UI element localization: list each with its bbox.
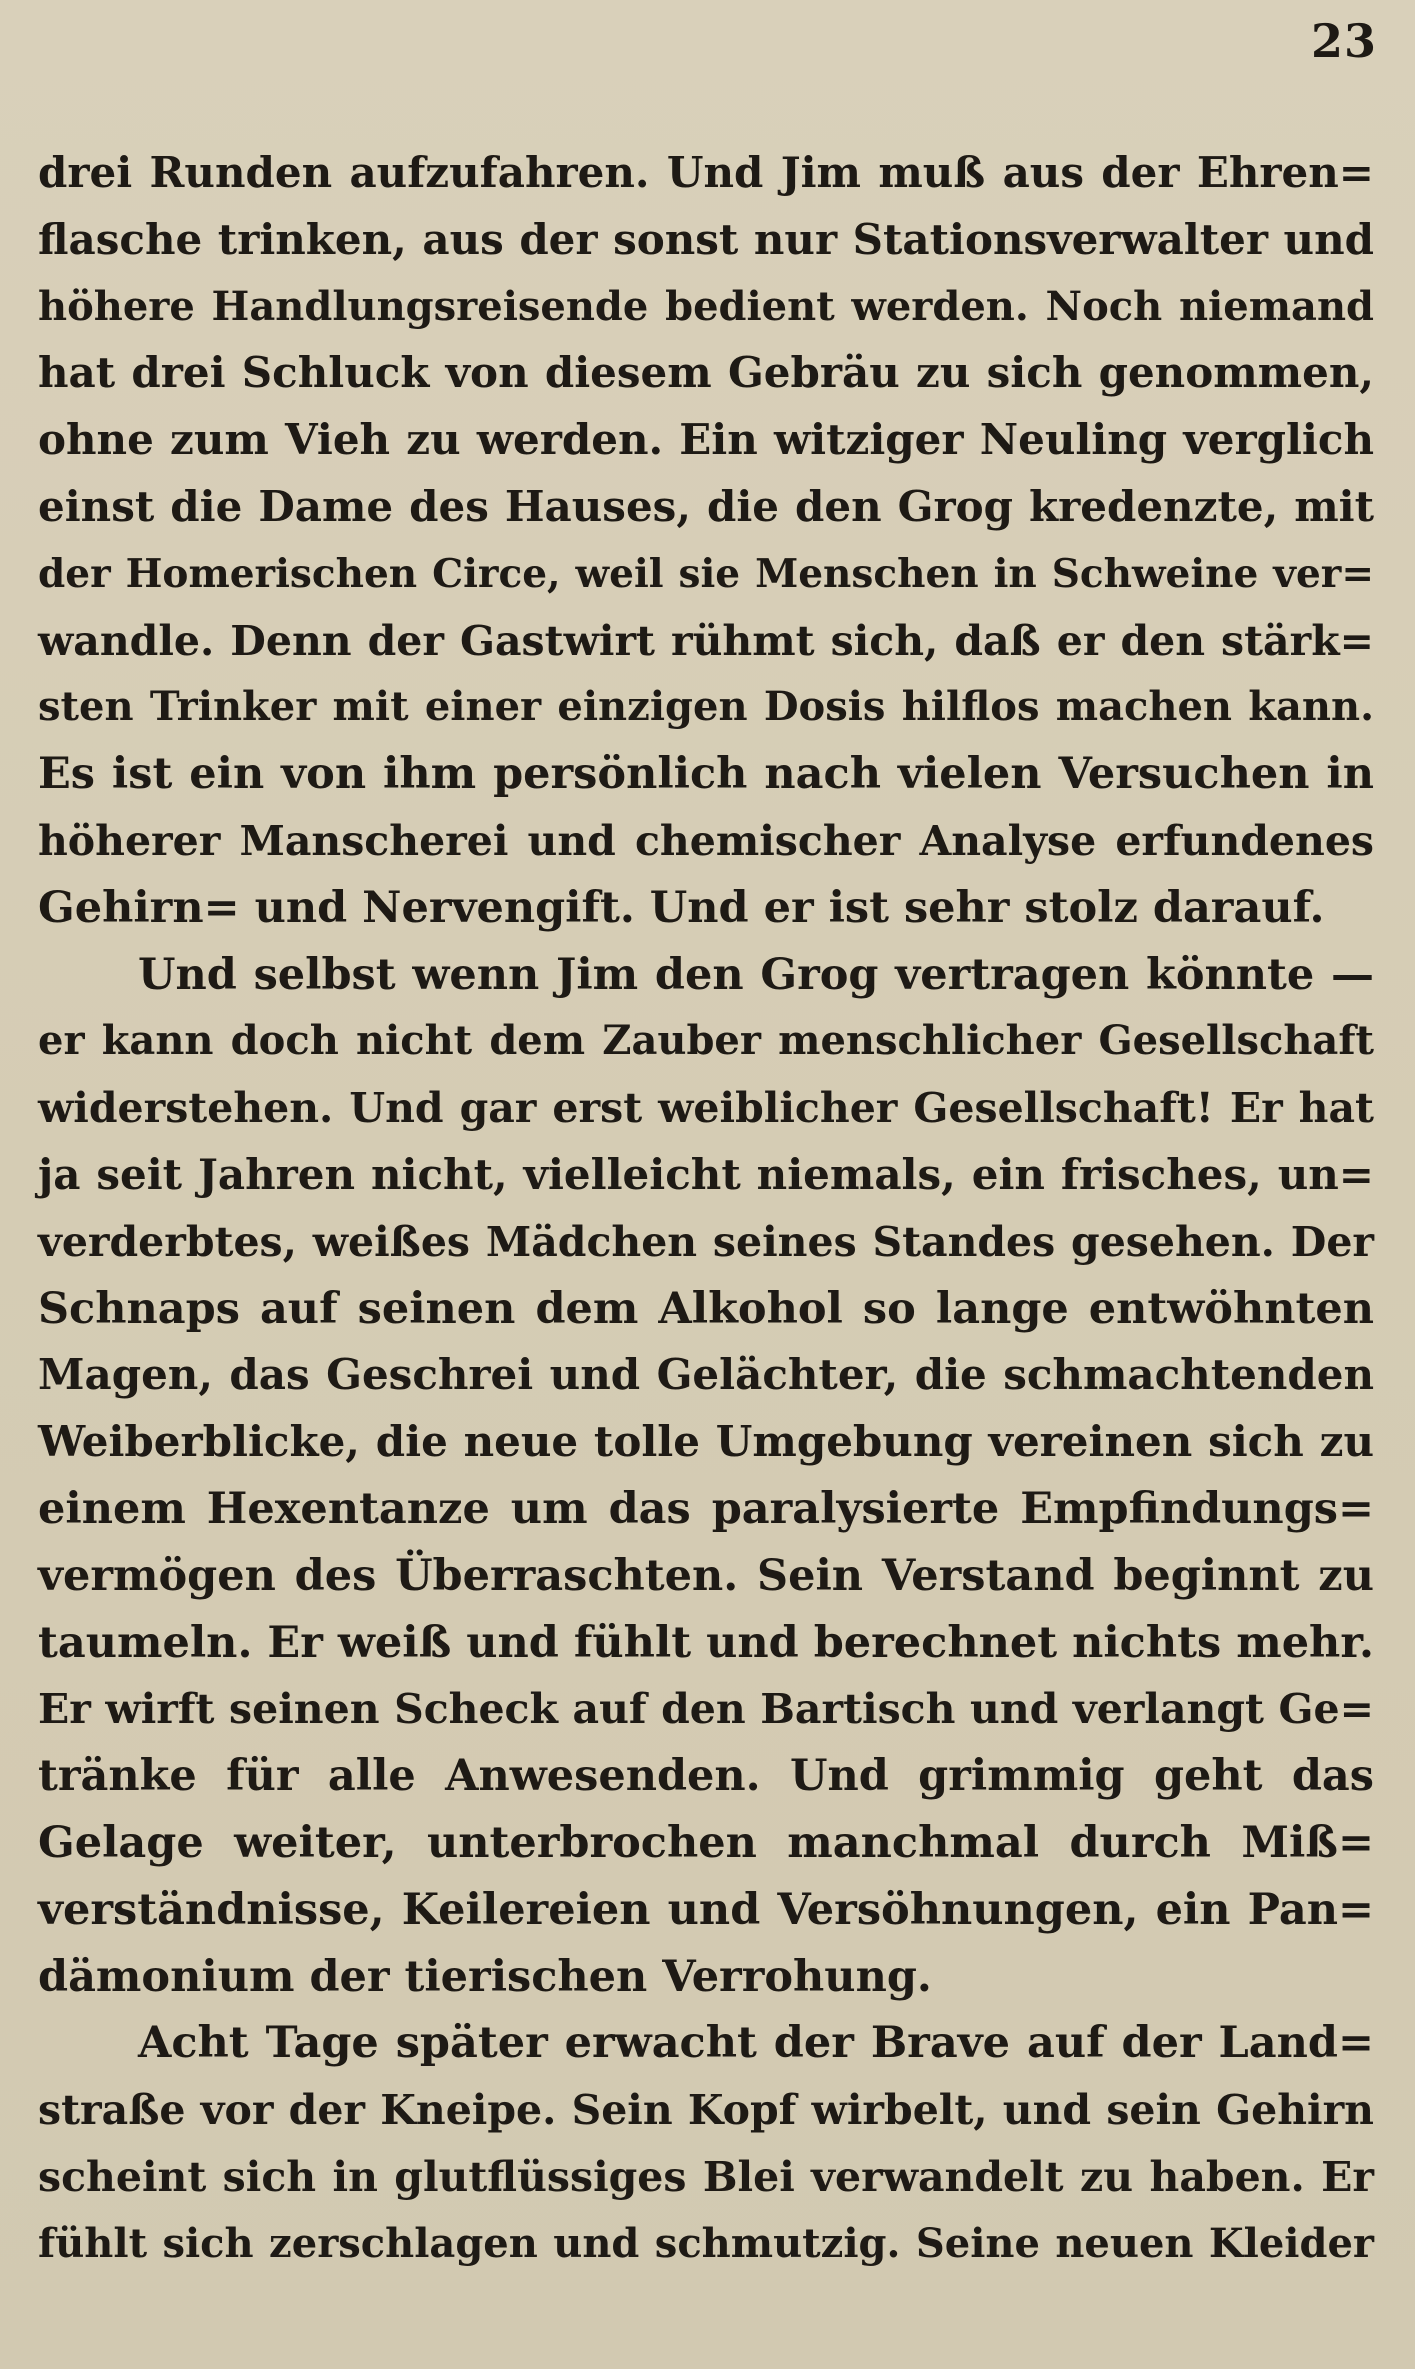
text-line: tränke für alle Anwesenden. Und grimmig geht das: [38, 1751, 1374, 1802]
text-line: sten Trinker mit einer einzigen Dosis hilflos machen kann.: [38, 683, 1374, 731]
text-line: er kann doch nicht dem Zauber menschlicher Gesellschaft: [38, 1017, 1374, 1065]
text-line: scheint sich in glutflüssiges Blei verwandelt zu haben. Er: [38, 2152, 1374, 2201]
text-line: einem Hexentanze um das paralysierte Empfindungs=: [38, 1483, 1374, 1534]
text-line: Gehirn= und Nervengift. Und er ist sehr stolz darauf.: [38, 882, 1325, 933]
text-line: wandle. Denn der Gastwirt rühmt sich, daß er den stärk=: [38, 616, 1374, 665]
text-line: Es ist ein von ihm persönlich nach vielen Versuchen in: [38, 749, 1374, 800]
text-line: Gelage weiter, unterbrochen manchmal durch Miß=: [38, 1817, 1374, 1868]
text-line: widerstehen. Und gar erst weiblicher Gesellschaft! Er hat: [38, 1084, 1374, 1133]
text-line: verderbtes, weißes Mädchen seines Standes gesehen. Der: [38, 1217, 1374, 1266]
page-number: 23: [1310, 14, 1377, 68]
text-line: drei Runden aufzufahren. Und Jim muß aus der Ehren=: [38, 148, 1374, 197]
text-line: hat drei Schluck von diesem Gebräu zu sich genommen,: [38, 348, 1374, 398]
text-line: Und selbst wenn Jim den Grog vertragen könnte —: [138, 949, 1374, 1000]
text-line: der Homerischen Circe, weil sie Menschen in Schweine ver=: [38, 550, 1374, 597]
text-line: Schnaps auf seinen dem Alkohol so lange entwöhnten: [38, 1283, 1374, 1334]
text-line: verständnisse, Keilereien und Versöhnungen, ein Pan=: [38, 1884, 1374, 1935]
text-line: straße vor der Kneipe. Sein Kopf wirbelt, und sein Gehirn: [38, 2086, 1374, 2135]
text-line: fühlt sich zerschlagen und schmutzig. Seine neuen Kleider: [38, 2219, 1374, 2267]
text-line: Weiberblicke, die neue tolle Umgebung vereinen sich zu: [38, 1417, 1374, 1467]
text-line: höhere Handlungsreisende bedient werden. Noch niemand: [38, 282, 1374, 330]
text-line: Magen, das Geschrei und Gelächter, die schmachtenden: [38, 1350, 1374, 1400]
text-line: ohne zum Vieh zu werden. Ein witziger Neuling verglich: [38, 415, 1374, 465]
text-line: höherer Manscherei und chemischer Analyse erfundenes: [38, 816, 1374, 865]
text-line: Er wirft seinen Scheck auf den Bartisch und verlangt Ge=: [38, 1685, 1374, 1734]
text-line: vermögen des Überraschten. Sein Verstand beginnt zu: [38, 1550, 1374, 1601]
text-line: Acht Tage später erwacht der Brave auf der Land=: [138, 2018, 1374, 2069]
text-line: ja seit Jahren nicht, vielleicht niemals, ein frisches, un=: [38, 1149, 1374, 1199]
text-line: dämonium der tierischen Verrohung.: [38, 1951, 932, 2002]
text-line: flasche trinken, aus der sonst nur Stationsverwalter und: [38, 214, 1374, 264]
body-text: [38, 140, 1374, 2278]
text-line: taumeln. Er weiß und fühlt und berechnet nichts mehr.: [38, 1617, 1374, 1668]
text-line: einst die Dame des Hauses, die den Grog kredenzte, mit: [38, 481, 1374, 531]
